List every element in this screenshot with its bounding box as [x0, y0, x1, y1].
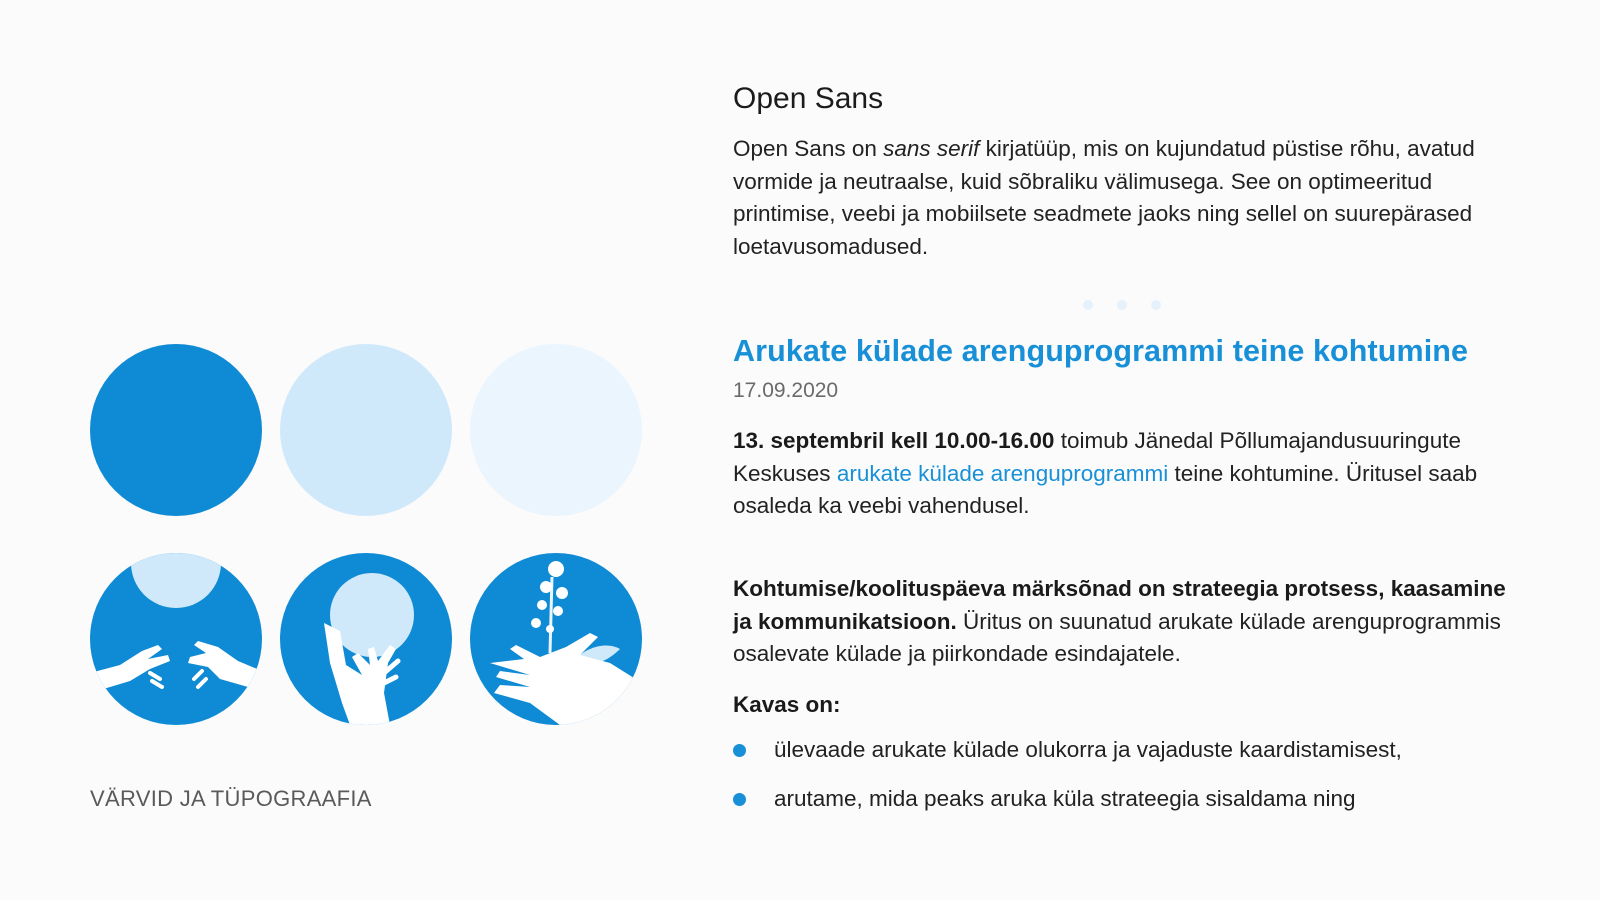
agenda-heading: Kavas on: [733, 692, 841, 717]
article-paragraph-2: Kohtumise/koolituspäeva märksõnad on strateegia protsess, kaasamine ja kommunikatsioon. Üritus on suunatud arukate külade arenguprogrammis osalevate külade ja piirkondade esindajatele. [733, 576, 1506, 667]
panel-caption: VÄRVID JA TÜPOGRAAFIA [90, 786, 372, 811]
colors-typography-panel [0, 0, 680, 900]
article-title[interactable]: Arukate külade arenguprogrammi teine kohtumine [733, 334, 1469, 368]
list-item: ülevaade arukate külade olukorra ja vajaduste kaardistamisest, [733, 737, 1402, 763]
color-swatch-lightest [470, 344, 642, 516]
divider-dots [1083, 297, 1185, 315]
bullet-icon [733, 793, 746, 806]
article-paragraph-1: 13. septembril kell 10.00-16.00 toimub Jänedal Põllumajandusuuringute Keskuses arukate külade arenguprogrammi teine kohtumine. Üritusel saab osaleda ka veebi vahendusel. [733, 428, 1478, 519]
bullet-icon [733, 744, 746, 757]
italic-term: sans serif [883, 136, 980, 161]
hand-holding-moon-icon [280, 553, 452, 725]
article-date: 17.09.2020 [733, 379, 839, 402]
color-swatch-primary [90, 344, 262, 516]
program-link[interactable]: arukate külade arenguprogrammi [836, 460, 1169, 486]
list-item: arutame, mida peaks aruka küla strateegia sisaldama ning [733, 786, 1356, 812]
color-swatch-light [280, 344, 452, 516]
font-title: Open Sans [733, 82, 884, 115]
two-hands-moon-icon [90, 553, 262, 725]
hand-holding-plant-icon [470, 553, 642, 725]
font-description: Open Sans on sans serif kirjatüüp, mis on kujundatud püstise rõhu, avatud vormide ja neutraalse, kuid sõbraliku välimusega. See on optimeeritud printimise, veebi ja mobiilsete seadmete jaoks ning sellel on suurepärased loetavusomadused. [733, 136, 1475, 259]
